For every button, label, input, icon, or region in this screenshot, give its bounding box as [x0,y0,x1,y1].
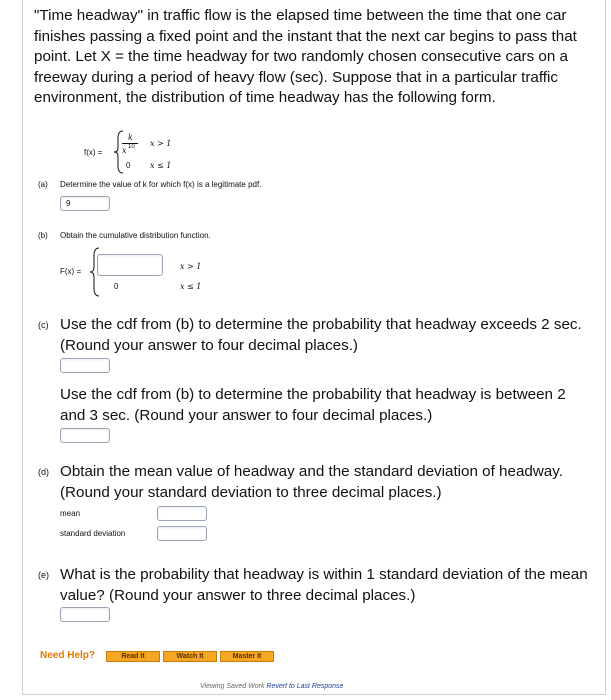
need-help-label: Need Help? [40,650,96,661]
part-d-question: Obtain the mean value of headway and the standard deviation of headway. (Round your standard deviation to three decimal places.) [60,463,563,501]
revert-link[interactable]: Revert to Last Response [266,683,344,690]
part-e-letter: (e) [38,570,49,580]
mean-input[interactable] [157,506,207,521]
cdf-lhs: F(x) = [60,267,82,276]
cdf-expression-value [98,255,162,257]
mean-label: mean [60,509,81,518]
footer [200,683,343,690]
part-a-letter: (a) [38,180,48,189]
cdf-zero: 0 [114,282,119,291]
read-it-button[interactable]: Read It [106,651,160,662]
pdf-condition-2: x ≤ 1 [150,161,172,170]
part-a-k-input[interactable] [60,196,110,211]
footer-text: Viewing Saved Work [200,683,267,690]
cdf-condition-2: x ≤ 1 [180,282,202,291]
pdf-lhs: f(x) = [84,148,103,157]
part-a-k-value: 9 [66,199,71,208]
sd-input[interactable] [157,526,207,541]
part-a-question: Determine the value of k for which f(x) is a legitimate pdf. [60,180,262,189]
cdf-condition-1: x > 1 [180,262,202,271]
cdf-expression-input[interactable] [97,254,163,276]
part-c-answer-1-input[interactable] [60,358,110,373]
part-c-question-2: Use the cdf from (b) to determine the probability that headway is between 2 and 3 sec. (Round your answer to four decimal places.) [60,386,566,424]
intro-paragraph: "Time headway" in traffic flow is the elapsed time between the time that one car finishes passing a fixed point and the instant that the next car begins to pass that point. Let X = the time headway for two randomly chosen consecutive cars on a freeway during a period of heavy flow (sec). Suppose that in a particular traffic environment, the distribution of time headway has the following form. [34,7,577,106]
master-it-button[interactable]: Master It [220,651,274,662]
pdf-condition-1: x > 1 [150,139,172,148]
part-c-answer-2-input[interactable] [60,428,110,443]
pdf-zero: 0 [126,161,131,170]
part-d-letter: (d) [38,467,49,477]
part-e-answer-input[interactable] [60,607,110,622]
watch-it-button[interactable]: Watch It [163,651,217,662]
pdf-exponent: 10 [128,144,135,150]
pdf-denominator: x [122,146,127,155]
pdf-numerator: k [128,133,133,142]
part-c-question-1: Use the cdf from (b) to determine the probability that headway exceeds 2 sec. (Round your answer to four decimal places.) [60,316,582,354]
sd-label: standard deviation [60,529,126,538]
part-b-letter: (b) [38,231,48,240]
part-c-letter: (c) [38,320,49,330]
part-b-question: Obtain the cumulative distribution function. [60,231,211,240]
part-e-question: What is the probability that headway is within 1 standard deviation of the mean value? (Round your answer to three decimal places.) [60,566,588,604]
